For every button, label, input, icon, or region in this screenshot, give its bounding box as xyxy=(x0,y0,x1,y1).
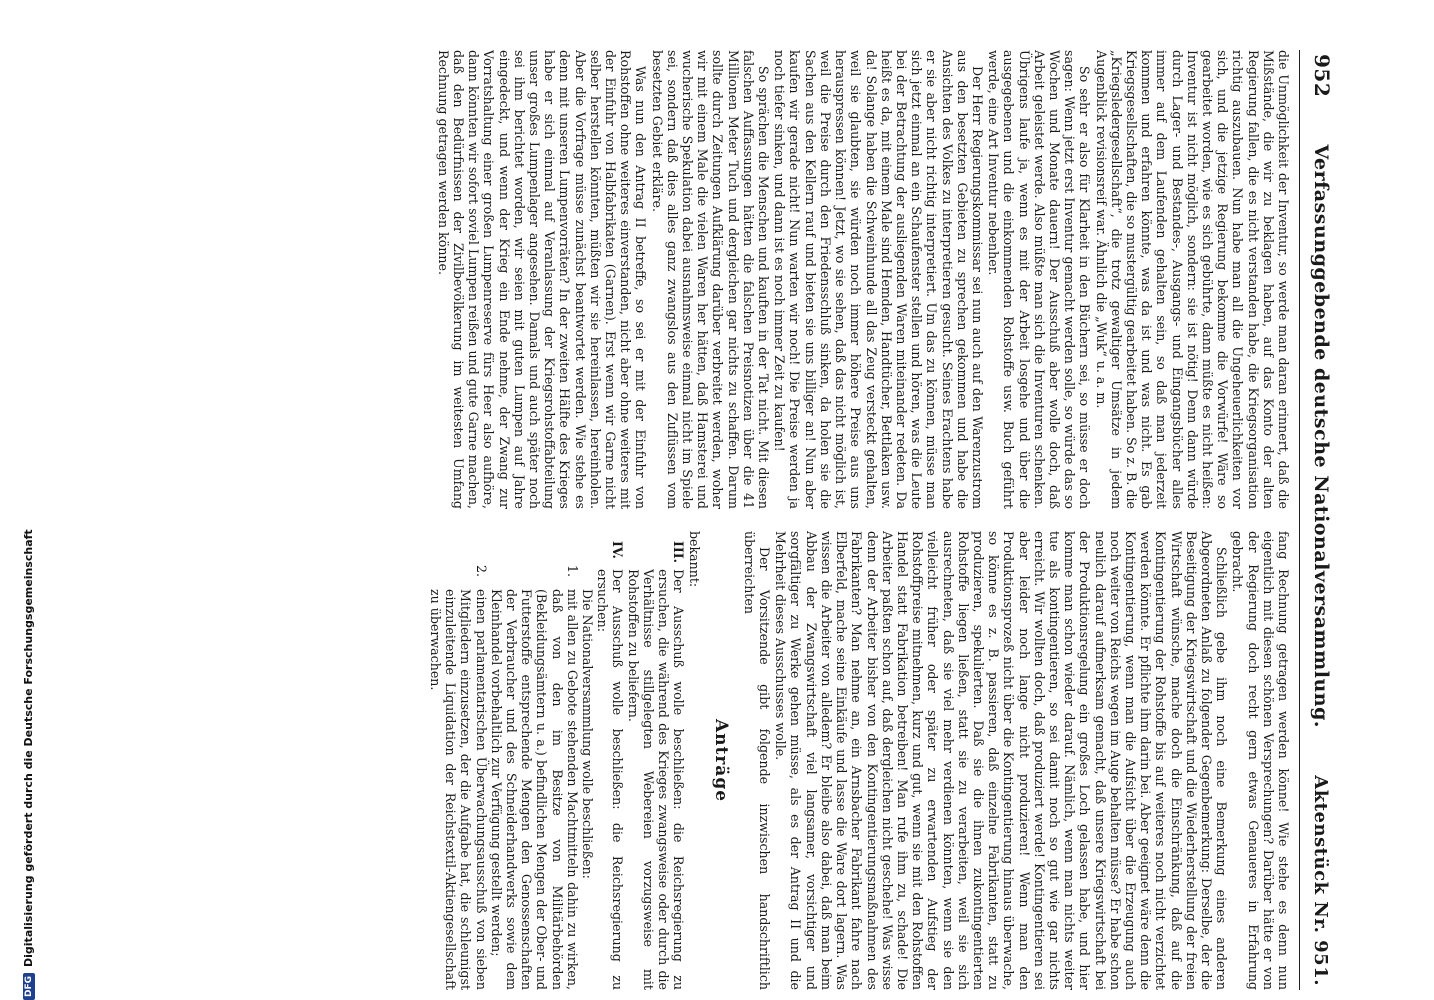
motion-number: IV. xyxy=(610,541,626,559)
subitem-text: einen parlamentarischen Überwachungsausschuß von sieben Mitgliedern einzusetzen, der die Aufgabe hat, die schleunigst einzuleitende Liquidation der Reichstextil-Aktiengesellschaft zu überwachen. xyxy=(428,589,489,990)
document-title: Verfassunggebende deutsche Nationalversammlung. xyxy=(1310,144,1332,729)
document-reference: Aktenstück Nr. 951. xyxy=(1310,775,1331,986)
motion-item xyxy=(595,541,625,990)
text-columns xyxy=(101,50,1299,990)
dfg-logo: DFG xyxy=(23,973,35,1000)
paragraph: Was nun den Antrag II betreffe, so sei er mit der Einfuhr von Rohstoffen ohne weiteres einverstanden, nicht aber ohne weiteres mit der Einfuhr von Halbfabrikaten (Garnen). Erst wenn wir Garne nicht selber herstellen könnten, müßten wir sie hereinlassen, hereinholen. Aber die Vorfrage müsse zunächst beantwortet werden. Wie stehe es denn mit unseren Lumpenvorräten? In der zweiten Hälfte des Krieges habe er sich einmal auf Veranlassung der Kriegsrohstoffabteilung unser großes Lumpenlager angesehen. Damals und auch später noch sei ihm berichtet worden, wir seien mit guten Lumpen auf Jahre eingedeckt, und wenn der Krieg ein Ende nehme, der Zwang zur Vorratshaltung einer großen Lumpenreserve fürs Heer also aufhöre, dann könnten wir sofort soviel Lumpen reißen und gute Garne machen, daß den Bedürfnissen der Zivilbevölkerung im weitesten Umfang Rechnung getragen werden könne. xyxy=(435,50,649,509)
right-column xyxy=(101,531,1291,990)
digitization-credit xyxy=(22,0,35,1000)
page-header xyxy=(1299,50,1334,990)
page-number: 952 xyxy=(1310,54,1334,98)
left-column xyxy=(101,50,1291,509)
rotated-document-page xyxy=(84,50,1334,990)
motion-number: III. xyxy=(671,541,687,564)
paragraph: So sprächen die Menschen und kauften in der Tat nicht. Mit diesen falschen Auffassungen hätten die falschen Preisnotizen über die 41 Millionen Meter Tuch und dergleichen gar nichts zu schaffen. Darum sollte durch Zeitungen Aufklärung darüber verbreitet werden, woher wir mit einem Male die vielen Waren her hätten, daß Hamsterei und wucherische Spekulation dabei ausnahmsweise einmal nicht im Spiele sei, sondern daß dies alles ganz zwangslos aus den Zuflüssen vom besetzten Gebiet erkläre. xyxy=(649,50,772,509)
section-heading-antraege: Anträge xyxy=(710,718,731,803)
paragraph: Der Herr Regierungskommissar sei nun auch auf den Warenzustrom aus den besetzten Gebieten zu sprechen gekommen und habe die Ansichten des Volkes zu interpretieren gesucht. Seines Erachtens habe er sie aber nicht richtig interpretiert. Um das zu können, müsse man sich jetzt einmal an ein Schaufenster stellen und hören, was die Leute bei der Betrachtung der ausliegenden Waren miteinander redeten. Da heißt es da, mit einem Male sind Hemden, Handtücher, Bettlaken usw. da! Solange haben die Schweinhunde all das Zeug versteckt gehalten, weil sie glaubten, sie würden noch immer höhere Preise aus uns herauspressen können! Jetzt, wo sie sehen, daß das nicht möglich ist, weil die Preise durch den Friedensschluß sinken, da holen sie die Sachen aus den Kellern rauf und bieten sie uns billiger an! Nun aber kaufen wir gerade nicht! Nun warten wir noch! Die Preise werden ja noch tiefer sinken, und dann ist es noch immer Zeit zu kaufen! xyxy=(772,50,985,509)
subitem-number xyxy=(580,565,595,583)
motion-text: Der Ausschuß wolle beschließen: die Reichsregierung zu ersuchen: xyxy=(595,569,626,990)
subitem-number: 1. xyxy=(564,565,580,578)
subitem-number: 2. xyxy=(473,565,489,578)
motion-item xyxy=(625,541,686,990)
paragraph: Schließlich gebe ihm noch eine Bemerkung eines anderen Abgeordneten Anlaß zu folgender Gegenbemerkung: Derselbe, der die Beseitigung der Kriegswirtschaft und die Wiederherstellung der freien Wirtschaft wünsche, mache doch die Einschränkung, daß auf die Kontingentierung der Rohstoffe bis auf weiteres noch nicht verzichtet werden könnte. Er pflichte ihm darin bei. Aber geeignet wäre denn die Kontingentierung, wenn man die Aufsicht über die Erzeugung auch noch weiter von Reichs wegen im Auge behalten müsse? Er habe schon neulich darauf aufmerksam gemacht, daß unsere Kriegswirtschaft bei der Produktionsregelung ein großes Loch gelassen habe, und hier komme man schon wieder darauf. Nämlich, wenn man nichts weiter tue als kontingentieren, so sei damit noch so gut wie gar nichts erreicht. Wir wollten doch, daß produziert werde! Kontingentieren sei aber leider noch lange nicht produzieren! Wenn man den Produktionsprozeß nicht über die Kontingentierung hinaus überwache, so könne es z. B. passieren, daß einzelne Fabrikanten, statt zu produzieren, spekulierten. Daß sie die ihnen zukontingentierten Rohstoffe liegen ließen, statt sie zu verarbeiten, weil sie sich ausrechneten, daß sie viel mehr verdienen könnten, wenn sie den vielleicht früher oder später zu erwartenden Aufstieg der Rohstoffpreise mitnehmen, kurz und gut, wenn sie mit den Rohstoffen Handel statt Fabrikation betreiben! Man rufe ihm zu, schade! Die Arbeiter paßten schon auf, daß dergleichen nicht geschehe! Was wisse denn der Arbeiter bisher von den Kontingentierungsmaßnahmen des Fabrikanten? Man nehme an, ein Arnsbacher Fabrikant fahre nach Elberfeld, mache seine Einkäufe und lasse die Ware dort lagern. Was wissen die Arbeiter von alledem? Er bleibe also dabei, daß man beim Abbau der Zwangswirtschaft viel langsamer, vorsichtiger und sorgfältiger zu Werke gehen müsse, als es der Antrag II und die Mehrheit dieses Ausschusses wolle. xyxy=(773,531,1230,990)
paragraph: fang Rechnung getragen werden könne! Wie stehe es denn nun eigentlich mit diesen schönen Versprechungen? Darüber hätte er von der Regierung doch recht gern etwas Genaueres in Erfahrung gebracht. xyxy=(1230,531,1291,990)
paragraph: So sehr er also für Klarheit in den Büchern sei, so müsse er doch sagen: Wenn jetzt erst Inventur gemacht werden solle, so würde das so Wochen und Monate dauern! Der Ausschuß aber wolle doch, daß Arbeit geleistet werde. Also müßte man sich die Inventuren schenken. Übrigens laufe ja, wenn es mit der Arbeit losgehe und über die ausgegebenen und die einkommenden Rohstoffe usw. Buch geführt werde, eine Art Inventur nebenher. xyxy=(986,50,1093,509)
digitization-credit-strip xyxy=(0,0,35,1000)
motion-subitem xyxy=(580,565,595,990)
paragraph: die Unmöglichkeit der Inventur, so werde man daran erinnert, daß die Mißstände, die wir zu beklagen haben, auf das Konto der alten Regierung fallen, die es nicht verstanden habe, die Kriegsorganisation richtig auszubauen. Nun habe man all die Ungeheuerlichkeiten vor sich, und die jetzige Regierung bekomme die Vorwürfe! Wäre so gearbeitet worden, wie es sich gebührte, dann müßte es nicht heißen: Inventur ist nicht möglich, sondern: sie ist nötig! Denn dann würde durch Lager- und Bestandes-, Ausgangs- und Eingangsbücher alles immer auf dem Laufenden gehalten sein, so daß man jederzeit kommen und erfahren könnte, was da ist und was nicht. Es gab Kriegsgesellschaften, die so mustergültig gearbeitet haben. So z. B. die „Kriegsledergesellschaft“, die trotz gewaltiger Umsätze in jedem Augenblick revisionsreif war. Ähnlich die „Wuk“ u. a. m. xyxy=(1093,50,1291,509)
motion-subitem xyxy=(489,565,580,990)
motion-subitem xyxy=(428,565,489,990)
credit-text: Digitalisierung gefördert durch die Deutsche Forschungsgemeinschaft xyxy=(22,529,35,967)
paragraph: Der Vorsitzende gibt folgende inzwischen handschriftlich überreichten xyxy=(741,531,773,990)
antraege-intro: bekannt: xyxy=(687,531,703,588)
motion-text: Der Ausschuß wolle beschließen: die Reichsregierung zu ersuchen, die während des Krieges zwangsweise oder durch die Verhältnisse stillgelegten Webereien vorzugsweise mit Rohstoffen zu beliefern. xyxy=(625,569,687,990)
subitem-text: mit allen zu Gebote stehenden Machtmitteln dahin zu wirken, daß von den im Besitze von Militärbehörden (Bekleidungsämtern u. a.) befindlichen Mengen der Ober- und Futterstoffe entsprechende Mengen den Genossenschaften der Verbraucher und des Schneiderhandwerks sowie dem Kleinhandel vorbehaltlich zur Verfügung gestellt werden; xyxy=(488,589,580,990)
subitem-text: Die Nationalversammlung wolle beschließen: xyxy=(580,589,596,879)
